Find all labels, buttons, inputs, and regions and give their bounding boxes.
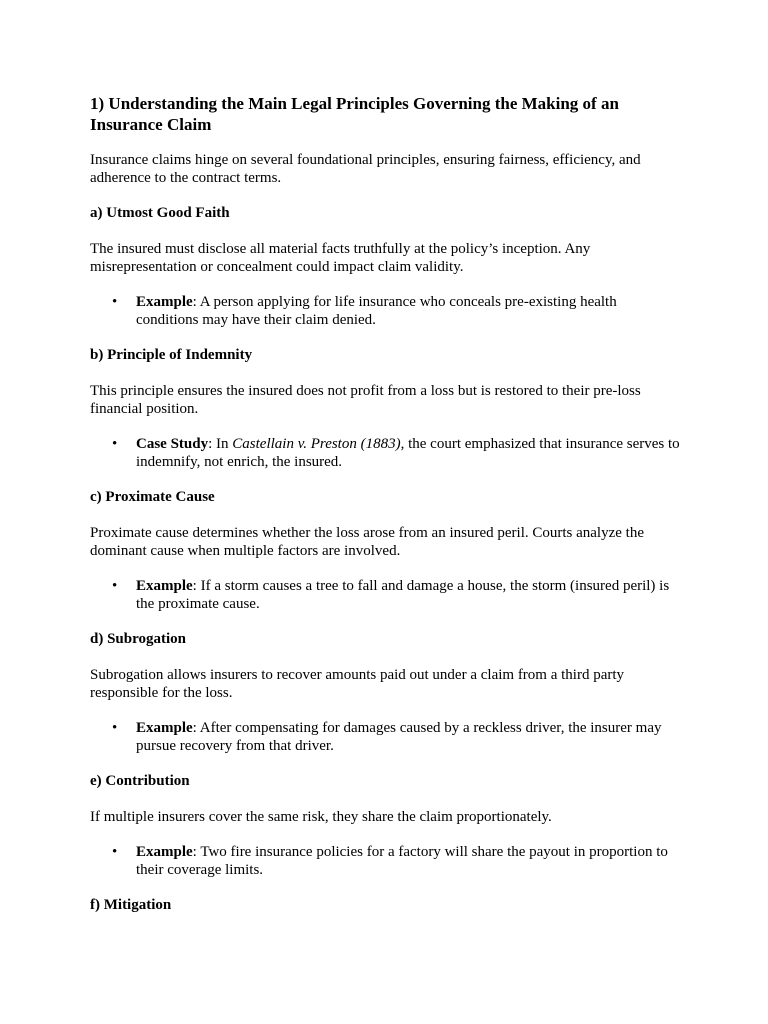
bullet-icon: • xyxy=(112,436,118,452)
bullet-list xyxy=(90,719,680,755)
bullet-text: A person applying for life insurance who conceals pre-existing health conditions may have their claim denied. xyxy=(136,294,617,328)
bullet-label: Case Study xyxy=(136,436,209,452)
bullet-text: Two fire insurance policies for a factory will share the payout in proportion to their coverage limits. xyxy=(136,844,668,878)
section-heading-subrogation: d) Subrogation xyxy=(90,631,187,647)
section-heading-mitigation: f) Mitigation xyxy=(90,897,172,913)
bullet-label: Example xyxy=(136,844,193,860)
section-body-principle-of-indemnity: This principle ensures the insured does not profit from a loss but is restored to their pre-loss financial position. xyxy=(90,383,641,417)
bullet-text-before: In xyxy=(216,436,233,452)
section-body-proximate-cause: Proximate cause determines whether the loss arose from an insured peril. Courts analyze the dominant cause when multiple factors are involved. xyxy=(90,525,644,559)
bullet-list xyxy=(90,435,680,471)
bullet-icon: • xyxy=(112,578,118,594)
section-heading-utmost-good-faith: a) Utmost Good Faith xyxy=(90,205,230,221)
bullet-separator: : xyxy=(208,436,217,452)
intro-paragraph: Insurance claims hinge on several foundational principles, ensuring fairness, efficiency, and adherence to the contract terms. xyxy=(90,152,641,186)
bullet-text-after: , the court emphasized that insurance serves to indemnify, not enrich, the insured. xyxy=(136,436,680,470)
case-citation: Castellain v. Preston (1883) xyxy=(232,436,401,452)
bullet-label: Example xyxy=(136,578,193,594)
bullet-icon: • xyxy=(112,720,118,736)
bullet-list xyxy=(90,577,680,613)
bullet-list xyxy=(90,293,680,329)
bullet-text: After compensating for damages caused by a reckless driver, the insurer may pursue recovery from that driver. xyxy=(136,720,662,754)
bullet-icon: • xyxy=(112,844,118,860)
bullet-list xyxy=(90,843,680,879)
bullet-text: If a storm causes a tree to fall and damage a house, the storm (insured peril) is the proximate cause. xyxy=(136,578,670,612)
list-item xyxy=(90,843,680,879)
list-item xyxy=(90,719,680,755)
bullet-separator: : xyxy=(192,294,200,310)
bullet-label: Example xyxy=(136,294,193,310)
bullet-icon: • xyxy=(112,294,118,310)
section-heading-contribution: e) Contribution xyxy=(90,773,190,789)
bullet-separator: : xyxy=(192,578,201,594)
section-body-subrogation: Subrogation allows insurers to recover amounts paid out under a claim from a third party responsible for the loss. xyxy=(90,667,625,701)
list-item xyxy=(90,293,680,329)
section-heading-principle-of-indemnity: b) Principle of Indemnity xyxy=(90,347,253,363)
section-body-contribution: If multiple insurers cover the same risk, they share the claim proportionately. xyxy=(90,809,552,825)
document-title: 1) Understanding the Main Legal Principles Governing the Making of an Insurance Claim xyxy=(90,94,619,134)
document-page xyxy=(90,93,680,932)
section-heading-proximate-cause: c) Proximate Cause xyxy=(90,489,215,505)
list-item xyxy=(90,577,680,613)
list-item xyxy=(90,435,680,471)
bullet-separator: : xyxy=(192,720,200,736)
bullet-separator: : xyxy=(192,844,201,860)
bullet-label: Example xyxy=(136,720,193,736)
section-body-utmost-good-faith: The insured must disclose all material facts truthfully at the policy’s inception. Any misrepresentation or concealment could impact claim validity. xyxy=(90,241,591,275)
